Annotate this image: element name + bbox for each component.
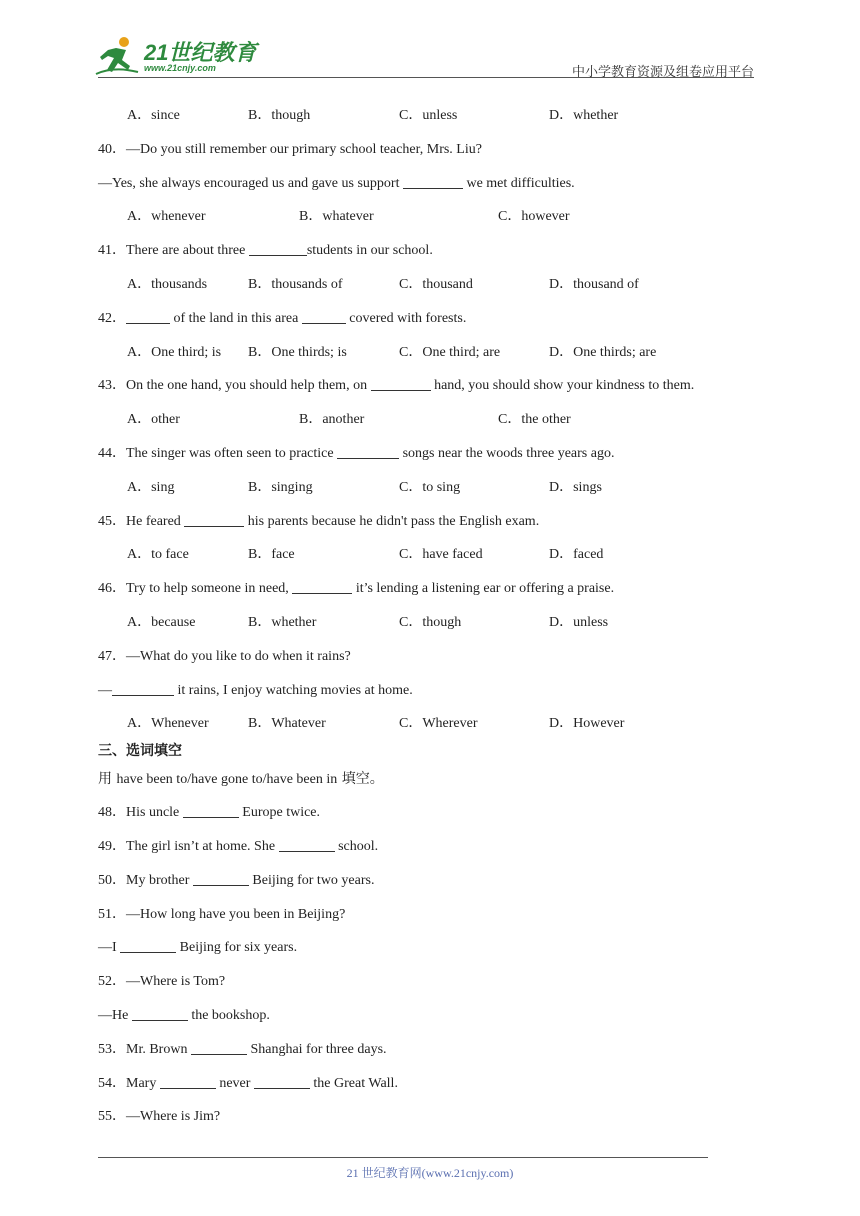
- q42-text-a: 42．: [98, 310, 126, 326]
- logo-url: www.21cnjy.com: [144, 63, 216, 73]
- q40-answer-line: [98, 172, 758, 206]
- q39-option-b: B．though: [248, 108, 311, 123]
- page-footer: 21 世纪教育网(www.21cnjy.com): [346, 1166, 514, 1180]
- q46-text-a: 46．Try to help someone in need,: [98, 581, 293, 597]
- q41-blank: [249, 241, 307, 256]
- section-title: 三、选词填空: [98, 743, 182, 760]
- q52-text-a: —He: [98, 1007, 132, 1023]
- q44-options: [98, 476, 758, 510]
- q43-option-a: A．other: [127, 412, 180, 428]
- footer-divider: [98, 1157, 708, 1158]
- q43-text-a: 43．On the one hand, you should help them, on: [98, 378, 371, 394]
- q45-option-b: B．face: [248, 547, 295, 563]
- q39-option-a: A．since: [127, 108, 180, 123]
- q45-blank: [184, 512, 244, 527]
- q42-blank-1: [126, 309, 170, 324]
- q53-question: [98, 1038, 758, 1072]
- q54-question: [98, 1072, 758, 1106]
- q40-question: 40．—Do you still remember our primary school teacher, Mrs. Liu?: [98, 141, 482, 157]
- q47-options: [98, 712, 758, 739]
- q46-option-b: B．whether: [248, 614, 317, 630]
- q46-option-d: D．unless: [549, 614, 609, 630]
- q41-text-a: 41．There are about three: [98, 243, 249, 259]
- q49-question: [98, 835, 758, 869]
- q42-text-b: of the land in this area: [170, 310, 302, 326]
- q45-question: [98, 510, 758, 544]
- q43-question: [98, 374, 758, 408]
- logo: [94, 36, 264, 78]
- q41-question: [98, 239, 758, 273]
- q44-text-a: 44．The singer was often seen to practice: [98, 445, 338, 461]
- instruction-text-b: have been to/have gone to/have been in: [116, 772, 338, 788]
- q51-blank: [120, 938, 176, 953]
- q44-option-d: D．sings: [549, 479, 602, 495]
- q43-option-b: B．another: [299, 412, 365, 428]
- q44-blank: [337, 444, 399, 459]
- q39-option-d: D．whether: [549, 108, 619, 123]
- q40-text-b: we met difficulties.: [462, 175, 575, 191]
- q46-options: [98, 611, 758, 645]
- q39-options: [98, 104, 758, 138]
- q50-question: [98, 869, 758, 903]
- q41-options: [98, 273, 758, 307]
- q47-text-a: —: [98, 682, 112, 698]
- q42-option-b: B．One thirds; is: [248, 344, 347, 360]
- q52-text-b: the bookshop.: [187, 1007, 270, 1023]
- q54-text-c: the Great Wall.: [309, 1075, 398, 1091]
- q40-option-c: C．however: [498, 209, 570, 225]
- q47-answer-line: [98, 679, 758, 713]
- q47-blank: [112, 681, 174, 696]
- q40-blank: [403, 174, 463, 189]
- q47-option-c: C．Wherever: [399, 716, 478, 732]
- q47-option-a: A．Whenever: [127, 716, 209, 732]
- q47-question: 47．—What do you like to do when it rains?: [98, 648, 351, 664]
- q46-option-a: A．because: [127, 614, 196, 630]
- q45-text-a: 45．He feared: [98, 513, 185, 529]
- q40-text-a: —Yes, she always encouraged us and gave us support: [98, 175, 403, 191]
- q48-text-b: Europe twice.: [238, 805, 321, 821]
- q44-option-c: C．to sing: [399, 479, 461, 495]
- q41-text-b: students in our school.: [306, 243, 433, 259]
- header-divider: [98, 77, 754, 78]
- q40-options: [98, 205, 758, 239]
- q43-text-b: hand, you should show your kindness to them.: [430, 378, 695, 394]
- q53-text-a: 53．Mr. Brown: [98, 1041, 191, 1057]
- q40-option-a: A．whenever: [127, 209, 206, 225]
- runner-logo-icon: [94, 36, 142, 78]
- section-instruction: [98, 767, 758, 801]
- q42-question: [98, 307, 758, 341]
- q48-question: [98, 801, 758, 835]
- q49-text-b: school.: [334, 838, 379, 854]
- q54-text-b: never: [215, 1075, 254, 1091]
- q53-blank: [191, 1040, 247, 1055]
- q42-blank-2: [302, 309, 346, 324]
- q50-blank: [193, 871, 249, 886]
- q43-options: [98, 408, 758, 442]
- q51-question: 51．—How long have you been in Beijing?: [98, 906, 346, 922]
- q49-text-a: 49．The girl isn’t at home. She: [98, 838, 279, 854]
- q44-text-b: songs near the woods three years ago.: [399, 445, 615, 461]
- q48-text-a: 48．His uncle: [98, 805, 183, 821]
- platform-name: 中小学教育资源及组卷应用平台: [571, 65, 754, 80]
- q51-text-b: Beijing for six years.: [176, 940, 298, 956]
- q46-question: [98, 577, 758, 611]
- q52-question: 52．—Where is Tom?: [98, 974, 226, 990]
- q40-option-b: B．whatever: [299, 209, 374, 225]
- document-body: [98, 104, 758, 1139]
- q41-option-b: B．thousands of: [248, 276, 343, 292]
- q50-text-b: Beijing for two years.: [248, 872, 375, 888]
- q43-blank: [371, 376, 431, 391]
- q52-answer-line: [98, 1004, 758, 1038]
- q39-option-c: C．unless: [399, 108, 458, 123]
- q51-answer-line: [98, 936, 758, 970]
- q44-option-a: A．sing: [127, 479, 175, 495]
- q54-blank-2: [254, 1074, 310, 1089]
- q46-text-b: it’s lending a listening ear or offering a praise.: [352, 581, 615, 597]
- q42-option-c: C．One third; are: [399, 344, 501, 360]
- q41-option-a: A．thousands: [127, 276, 208, 292]
- q51-text-a: —I: [98, 940, 121, 956]
- q54-text-a: 54．Mary: [98, 1075, 160, 1091]
- logo-text: 21世纪教育: [144, 40, 257, 65]
- q45-options: [98, 543, 758, 577]
- q44-option-b: B．singing: [248, 479, 313, 495]
- q48-blank: [183, 803, 239, 818]
- q42-text-c: covered with forests.: [345, 310, 467, 326]
- q41-option-c: C．thousand: [399, 276, 473, 292]
- q47-option-d: D．However: [549, 716, 625, 732]
- q45-text-b: his parents because he didn't pass the English exam.: [244, 513, 540, 529]
- q47-text-b: it rains, I enjoy watching movies at home.: [174, 682, 413, 698]
- q46-blank: [292, 579, 352, 594]
- instruction-text-a: 用: [98, 771, 117, 788]
- q42-option-d: D．One thirds; are: [549, 344, 657, 360]
- q45-option-a: A．to face: [127, 547, 189, 563]
- q42-options: [98, 341, 758, 375]
- q41-option-d: D．thousand of: [549, 276, 639, 292]
- q42-option-a: A．One third; is: [127, 344, 222, 360]
- q46-option-c: C．though: [399, 614, 462, 630]
- q44-question: [98, 442, 758, 476]
- q53-text-b: Shanghai for three days.: [246, 1041, 387, 1057]
- q55-question: 55．—Where is Jim?: [98, 1109, 221, 1125]
- q45-option-d: D．faced: [549, 547, 604, 563]
- q49-blank: [279, 837, 335, 852]
- q52-blank: [132, 1006, 188, 1021]
- q54-blank-1: [160, 1074, 216, 1089]
- q47-option-b: B．Whatever: [248, 716, 326, 732]
- q45-option-c: C．have faced: [399, 547, 483, 563]
- page-header: [0, 0, 860, 80]
- q43-option-c: C．the other: [498, 412, 571, 428]
- instruction-text-c: 填空。: [337, 771, 384, 788]
- q50-text-a: 50．My brother: [98, 872, 193, 888]
